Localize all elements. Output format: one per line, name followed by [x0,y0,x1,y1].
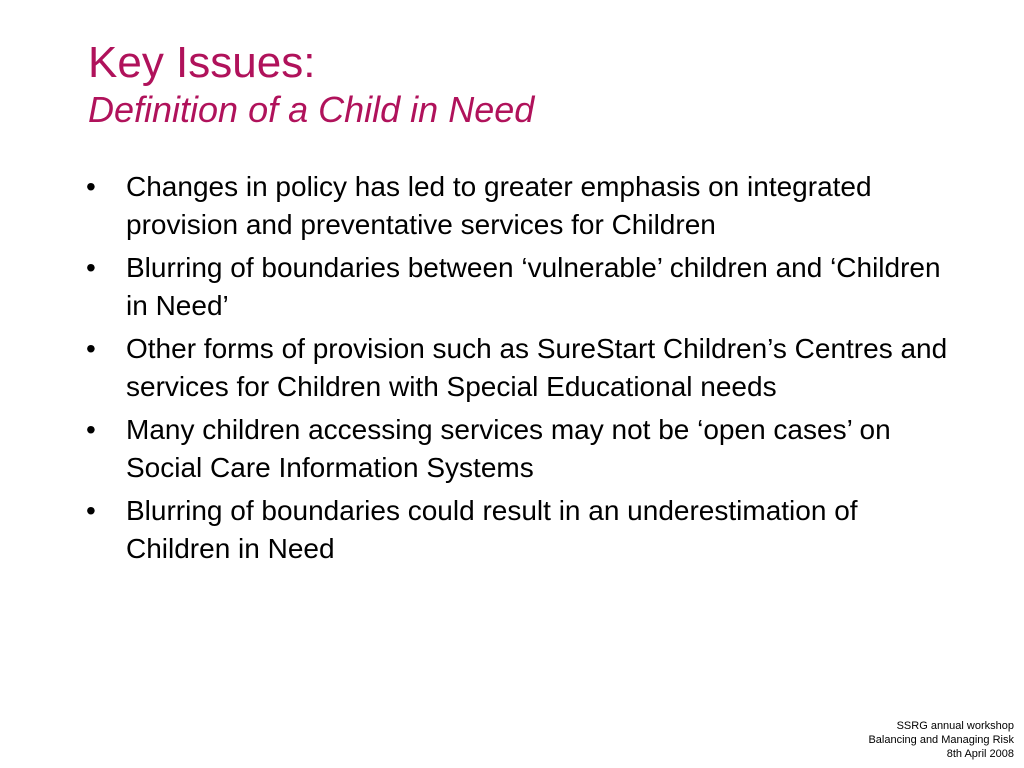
title-block [88,38,534,132]
slide-subtitle: Definition of a Child in Need [88,89,535,130]
bullet-item [86,168,956,243]
bullet-text: Blurring of boundaries between ‘vulnerable’ children and ‘Children in Need’ [126,252,941,321]
bullet-list [86,168,956,573]
bullet-text: Many children accessing services may not be ‘open cases’ on Social Care Information Systems [126,414,891,483]
bullet-icon: • [86,333,96,364]
bullet-icon: • [86,414,96,445]
footer-date: 8th April 2008 [946,748,1014,760]
bullet-icon: • [86,495,96,526]
bullet-item [86,330,956,405]
bullet-item [86,249,956,324]
footer-theme: Balancing and Managing Risk [868,734,1014,746]
slide-footer [868,719,1014,761]
bullet-icon: • [86,252,96,283]
bullet-text: Other forms of provision such as SureStart Children’s Centres and services for Children with Special Educational needs [126,333,948,402]
bullet-item [86,492,956,567]
bullet-item [86,411,956,486]
bullet-text: Blurring of boundaries could result in an underestimation of Children in Need [126,495,858,564]
bullet-icon: • [86,171,96,202]
slide-title: Key Issues: [88,38,316,87]
footer-event: SSRG annual workshop [896,720,1014,732]
bullet-text: Changes in policy has led to greater emphasis on integrated provision and preventative services for Children [126,171,872,240]
